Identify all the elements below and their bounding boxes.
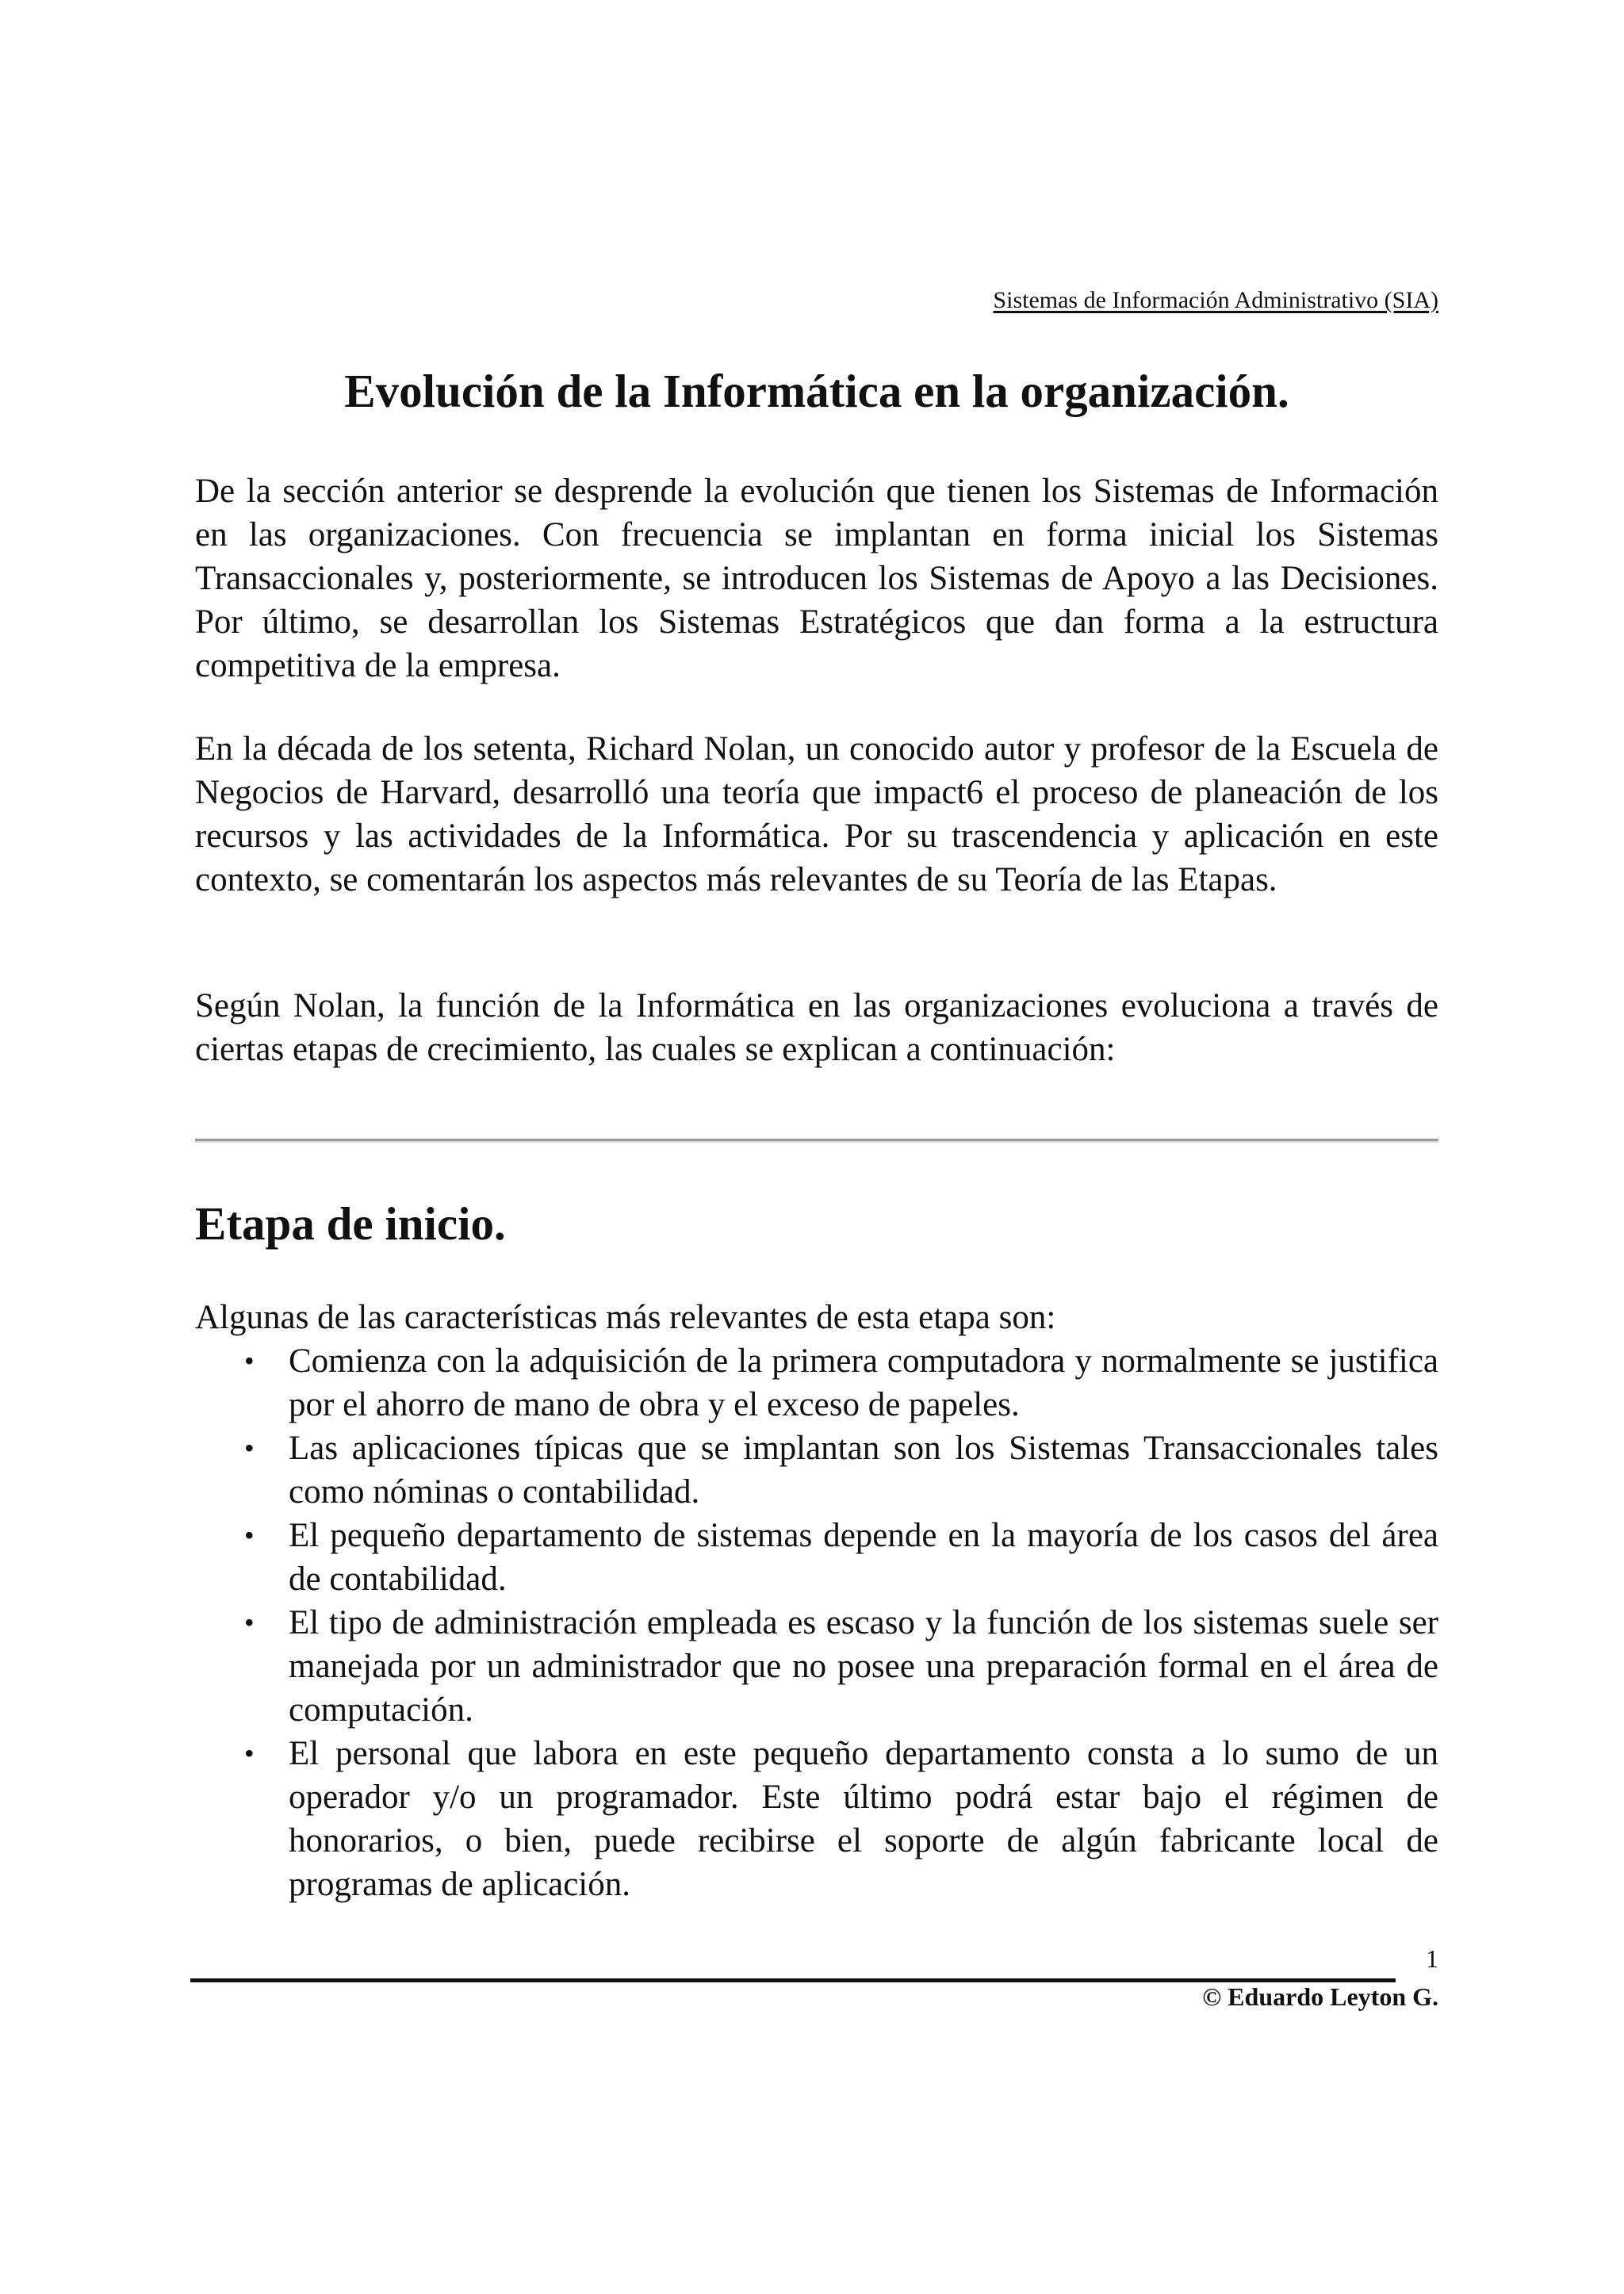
list-item bbox=[195, 1514, 1438, 1601]
section-heading: Etapa de inicio. bbox=[195, 1197, 506, 1250]
list-item-text: Comienza con la adquisición de la primera computadora y normalmente se justifica por el ahorro de mano de obra y el exceso de papeles. bbox=[289, 1342, 1438, 1423]
document-title: Evolución de la Informática en la organización. bbox=[344, 365, 1289, 417]
list-item bbox=[195, 1601, 1438, 1732]
bullet-icon: • bbox=[244, 1519, 255, 1551]
paragraph-1: De la sección anterior se desprende la evolución que tienen los Sistemas de Información en las organizaciones. Con frecuencia se implantan en forma inicial los Sistemas Transaccionales y, posteriormente, se introducen los Sistemas de Apoyo a las Decisiones. Por último, se desarrollan los Sistemas Estratégicos que dan forma a la estructura competitiva de la empresa. bbox=[195, 473, 1438, 684]
list-item bbox=[195, 1427, 1438, 1514]
copyright-notice: © Eduardo Leyton G. bbox=[1202, 1982, 1438, 2011]
paragraph-3: Según Nolan, la función de la Informática en las organizaciones evoluciona a través de ciertas etapas de crecimiento, las cuales se explican a continuación: bbox=[195, 987, 1438, 1068]
bullet-icon: • bbox=[244, 1607, 255, 1638]
bullet-icon: • bbox=[244, 1345, 255, 1377]
list-item bbox=[195, 1732, 1438, 1906]
bullet-icon: • bbox=[244, 1432, 255, 1464]
bullet-icon: • bbox=[244, 1737, 255, 1769]
list-item-text: El tipo de administración empleada es escaso y la función de los sistemas suele ser manejada por un administrador que no posee una preparación formal en el área de computación. bbox=[289, 1604, 1438, 1729]
paragraph-2: En la década de los setenta, Richard Nolan, un conocido autor y profesor de la Escuela de Negocios de Harvard, desarrolló una teoría que impact6 el proceso de planeación de los recursos y las actividades de la Informática. Por su trascendencia y aplicación en este contexto, se comentarán los aspectos más relevantes de su Teoría de las Etapas. bbox=[195, 730, 1438, 898]
page-number: 1 bbox=[1426, 1944, 1438, 1973]
running-header: Sistemas de Información Administrativo (SIA) bbox=[993, 287, 1438, 313]
characteristics-list bbox=[195, 1339, 1438, 1906]
list-item-text: Las aplicaciones típicas que se implantan son los Sistemas Transaccionales tales como nóminas o contabilidad. bbox=[289, 1430, 1438, 1511]
section-divider bbox=[195, 1139, 1438, 1143]
list-item bbox=[195, 1339, 1438, 1427]
list-item-text: El personal que labora en este pequeño departamento consta a lo sumo de un operador y/o un programador. Este último podrá estar bajo el régimen de honorarios, o bien, puede recibirse el soporte de algún fabricante local de programas de aplicación. bbox=[289, 1735, 1438, 1903]
list-item-text: El pequeño departamento de sistemas depende en la mayoría de los casos del área de contabilidad. bbox=[289, 1517, 1438, 1598]
list-intro: Algunas de las características más relevantes de esta etapa son: bbox=[195, 1299, 1056, 1336]
